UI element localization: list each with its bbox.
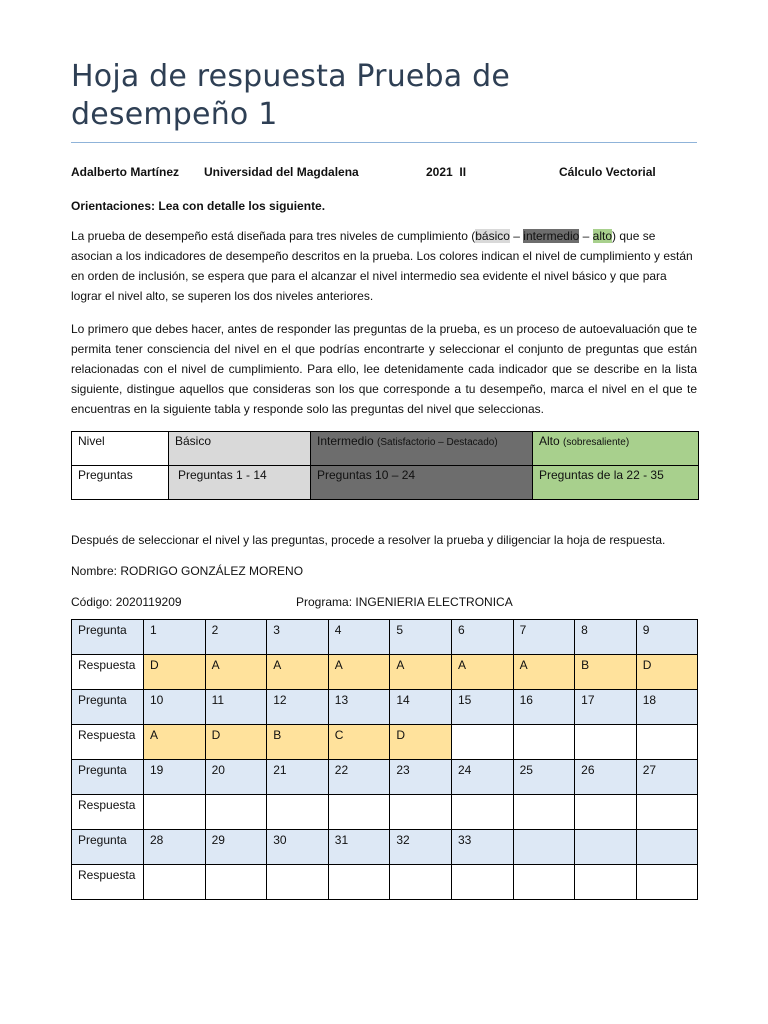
answer-cell[interactable] xyxy=(513,865,575,900)
levels-row-preguntas xyxy=(72,466,699,500)
high-level-highlight: alto xyxy=(592,229,613,243)
separator: – xyxy=(509,229,524,243)
student-name: Nombre: RODRIGO GONZÁLEZ MORENO xyxy=(71,564,304,578)
question-number-cell: 26 xyxy=(575,760,637,795)
student-code: Código: 2020119209 xyxy=(71,595,182,609)
questions-high: Preguntas de la 22 - 35 xyxy=(533,466,699,500)
question-number-cell: 33 xyxy=(451,830,513,865)
document-header xyxy=(71,165,697,181)
answer-cell[interactable] xyxy=(205,865,267,900)
answer-cell[interactable] xyxy=(451,725,513,760)
question-number-cell: 19 xyxy=(144,760,206,795)
course-name: Cálculo Vectorial xyxy=(559,165,656,179)
document-page xyxy=(71,58,697,900)
answer-cell[interactable] xyxy=(575,725,637,760)
question-number-cell: 11 xyxy=(205,690,267,725)
answer-cell[interactable]: D xyxy=(390,725,452,760)
answer-cell[interactable] xyxy=(513,725,575,760)
question-row-label: Pregunta xyxy=(72,760,144,795)
instructions-paragraph: Lo primero que debes hacer, antes de responder las preguntas de la prueba, es un proceso de autoevaluación que te permita tener consciencia del nivel en el que podrías encontrarte y seleccionar el conjunto de preguntas que están relacionadas con el nivel de cumplimiento. Para ello, lee detenidamente cada indicador que se describe en la lista siguiente, distingue aquellos que consideras son los que corresponde a tu desempeño, marca el nivel en el que te encuentras en la siguiente tabla y responde solo las preguntas del nivel que seleccionas. xyxy=(71,322,697,416)
question-row xyxy=(72,830,698,865)
answer-cell[interactable]: D xyxy=(636,655,698,690)
question-number-cell: 31 xyxy=(328,830,390,865)
university-name: Universidad del Magdalena xyxy=(204,165,359,179)
answer-cell[interactable]: D xyxy=(144,655,206,690)
question-number-cell: 21 xyxy=(267,760,329,795)
answer-cell[interactable]: B xyxy=(575,655,637,690)
question-number-cell: 8 xyxy=(575,620,637,655)
level-basic-cell[interactable] xyxy=(169,432,311,466)
after-selection-text: Después de seleccionar el nivel y las preguntas, procede a resolver la prueba y diligenciar la hoja de respuesta. xyxy=(71,533,666,547)
question-number-cell: 27 xyxy=(636,760,698,795)
question-number-cell: 25 xyxy=(513,760,575,795)
question-number-cell: 28 xyxy=(144,830,206,865)
question-number-cell: 5 xyxy=(390,620,452,655)
question-number-cell: 29 xyxy=(205,830,267,865)
question-row xyxy=(72,760,698,795)
answer-row xyxy=(72,865,698,900)
intro-text-start: La prueba de desempeño está diseñada para tres niveles de cumplimiento ( xyxy=(71,229,476,243)
answer-row xyxy=(72,725,698,760)
question-row-label: Pregunta xyxy=(72,620,144,655)
question-number-cell: 32 xyxy=(390,830,452,865)
answer-cell[interactable] xyxy=(390,865,452,900)
levels-row-nivel xyxy=(72,432,699,466)
answer-cell[interactable]: A xyxy=(328,655,390,690)
question-number-cell xyxy=(513,830,575,865)
answer-cell[interactable]: A xyxy=(144,725,206,760)
answer-row xyxy=(72,795,698,830)
answer-cell[interactable] xyxy=(144,795,206,830)
level-intermediate-text: Intermedio xyxy=(317,434,374,448)
question-number-cell: 7 xyxy=(513,620,575,655)
answer-cell[interactable]: A xyxy=(513,655,575,690)
answer-cell[interactable] xyxy=(267,865,329,900)
answer-cell[interactable]: A xyxy=(267,655,329,690)
level-label: Nivel xyxy=(72,432,169,466)
answer-cell[interactable] xyxy=(636,725,698,760)
orientations-heading: Orientaciones: Lea con detalle los siguiente. xyxy=(71,199,326,213)
questions-label: Preguntas xyxy=(72,466,169,500)
answer-row-label: Respuesta xyxy=(72,865,144,900)
answer-cell[interactable] xyxy=(575,865,637,900)
answer-cell[interactable]: A xyxy=(205,655,267,690)
answer-cell[interactable]: C xyxy=(328,725,390,760)
question-number-cell: 16 xyxy=(513,690,575,725)
questions-intermediate: Preguntas 10 – 24 xyxy=(311,466,533,500)
answer-cell[interactable] xyxy=(451,795,513,830)
question-number-cell xyxy=(575,830,637,865)
question-number-cell: 20 xyxy=(205,760,267,795)
level-high-note: (sobresaliente) xyxy=(563,437,630,448)
question-row-label: Pregunta xyxy=(72,690,144,725)
answer-cell[interactable] xyxy=(144,865,206,900)
answer-row-label: Respuesta xyxy=(72,655,144,690)
answer-sheet-table xyxy=(71,619,698,900)
answer-cell[interactable] xyxy=(575,795,637,830)
answer-cell[interactable]: A xyxy=(451,655,513,690)
question-number-cell: 12 xyxy=(267,690,329,725)
question-number-cell: 13 xyxy=(328,690,390,725)
answer-cell[interactable] xyxy=(390,795,452,830)
question-number-cell: 9 xyxy=(636,620,698,655)
academic-period: 2021 II xyxy=(426,165,467,179)
level-intermediate-cell[interactable] xyxy=(311,432,533,466)
basic-level-highlight: básico xyxy=(475,229,510,243)
level-intermediate-note: (Satisfactorio – Destacado) xyxy=(377,437,498,448)
title-divider xyxy=(71,142,697,143)
page-title: Hoja de respuesta Prueba de desempeño 1 xyxy=(71,59,511,132)
answer-cell[interactable] xyxy=(267,795,329,830)
answer-cell[interactable] xyxy=(328,795,390,830)
question-number-cell: 30 xyxy=(267,830,329,865)
question-number-cell: 23 xyxy=(390,760,452,795)
questions-basic: Preguntas 1 - 14 xyxy=(169,466,311,500)
question-number-cell: 6 xyxy=(451,620,513,655)
question-number-cell xyxy=(636,830,698,865)
answer-cell[interactable] xyxy=(636,865,698,900)
answer-cell[interactable] xyxy=(636,795,698,830)
intermediate-level-highlight: intermedio xyxy=(523,229,580,243)
question-number-cell: 10 xyxy=(144,690,206,725)
answer-cell[interactable]: D xyxy=(205,725,267,760)
question-number-cell: 24 xyxy=(451,760,513,795)
question-number-cell: 14 xyxy=(390,690,452,725)
author-name: Adalberto Martínez xyxy=(71,165,180,179)
question-number-cell: 1 xyxy=(144,620,206,655)
answer-row xyxy=(72,655,698,690)
answer-cell[interactable] xyxy=(328,865,390,900)
question-number-cell: 18 xyxy=(636,690,698,725)
intro-text-end: ) que se asocian a los indicadores de desempeño descritos en la prueba. Los colores indican el nivel de cumplimiento y están en orden de inclusión, se espera que para el alcanzar el nivel intermedio sea evidente el nivel básico y que para lograr el nivel alto, se superen los dos niveles anteriores. xyxy=(71,229,693,303)
question-row-label: Pregunta xyxy=(72,830,144,865)
answer-row-label: Respuesta xyxy=(72,725,144,760)
intro-paragraph xyxy=(71,226,697,306)
level-high-text: Alto xyxy=(539,434,560,448)
answer-cell[interactable]: B xyxy=(267,725,329,760)
level-high-cell[interactable] xyxy=(533,432,699,466)
student-info-row xyxy=(71,595,697,611)
answer-cell[interactable] xyxy=(451,865,513,900)
question-number-cell: 3 xyxy=(267,620,329,655)
question-number-cell: 22 xyxy=(328,760,390,795)
question-number-cell: 15 xyxy=(451,690,513,725)
level-basic-text: Básico xyxy=(175,434,212,448)
answer-cell[interactable] xyxy=(205,795,267,830)
levels-table xyxy=(71,431,699,500)
question-number-cell: 2 xyxy=(205,620,267,655)
student-program: Programa: INGENIERIA ELECTRONICA xyxy=(296,595,513,609)
question-number-cell: 17 xyxy=(575,690,637,725)
question-row xyxy=(72,690,698,725)
question-row xyxy=(72,620,698,655)
answer-cell[interactable] xyxy=(513,795,575,830)
answer-cell[interactable]: A xyxy=(390,655,452,690)
question-number-cell: 4 xyxy=(328,620,390,655)
separator: – xyxy=(579,229,593,243)
answer-row-label: Respuesta xyxy=(72,795,144,830)
